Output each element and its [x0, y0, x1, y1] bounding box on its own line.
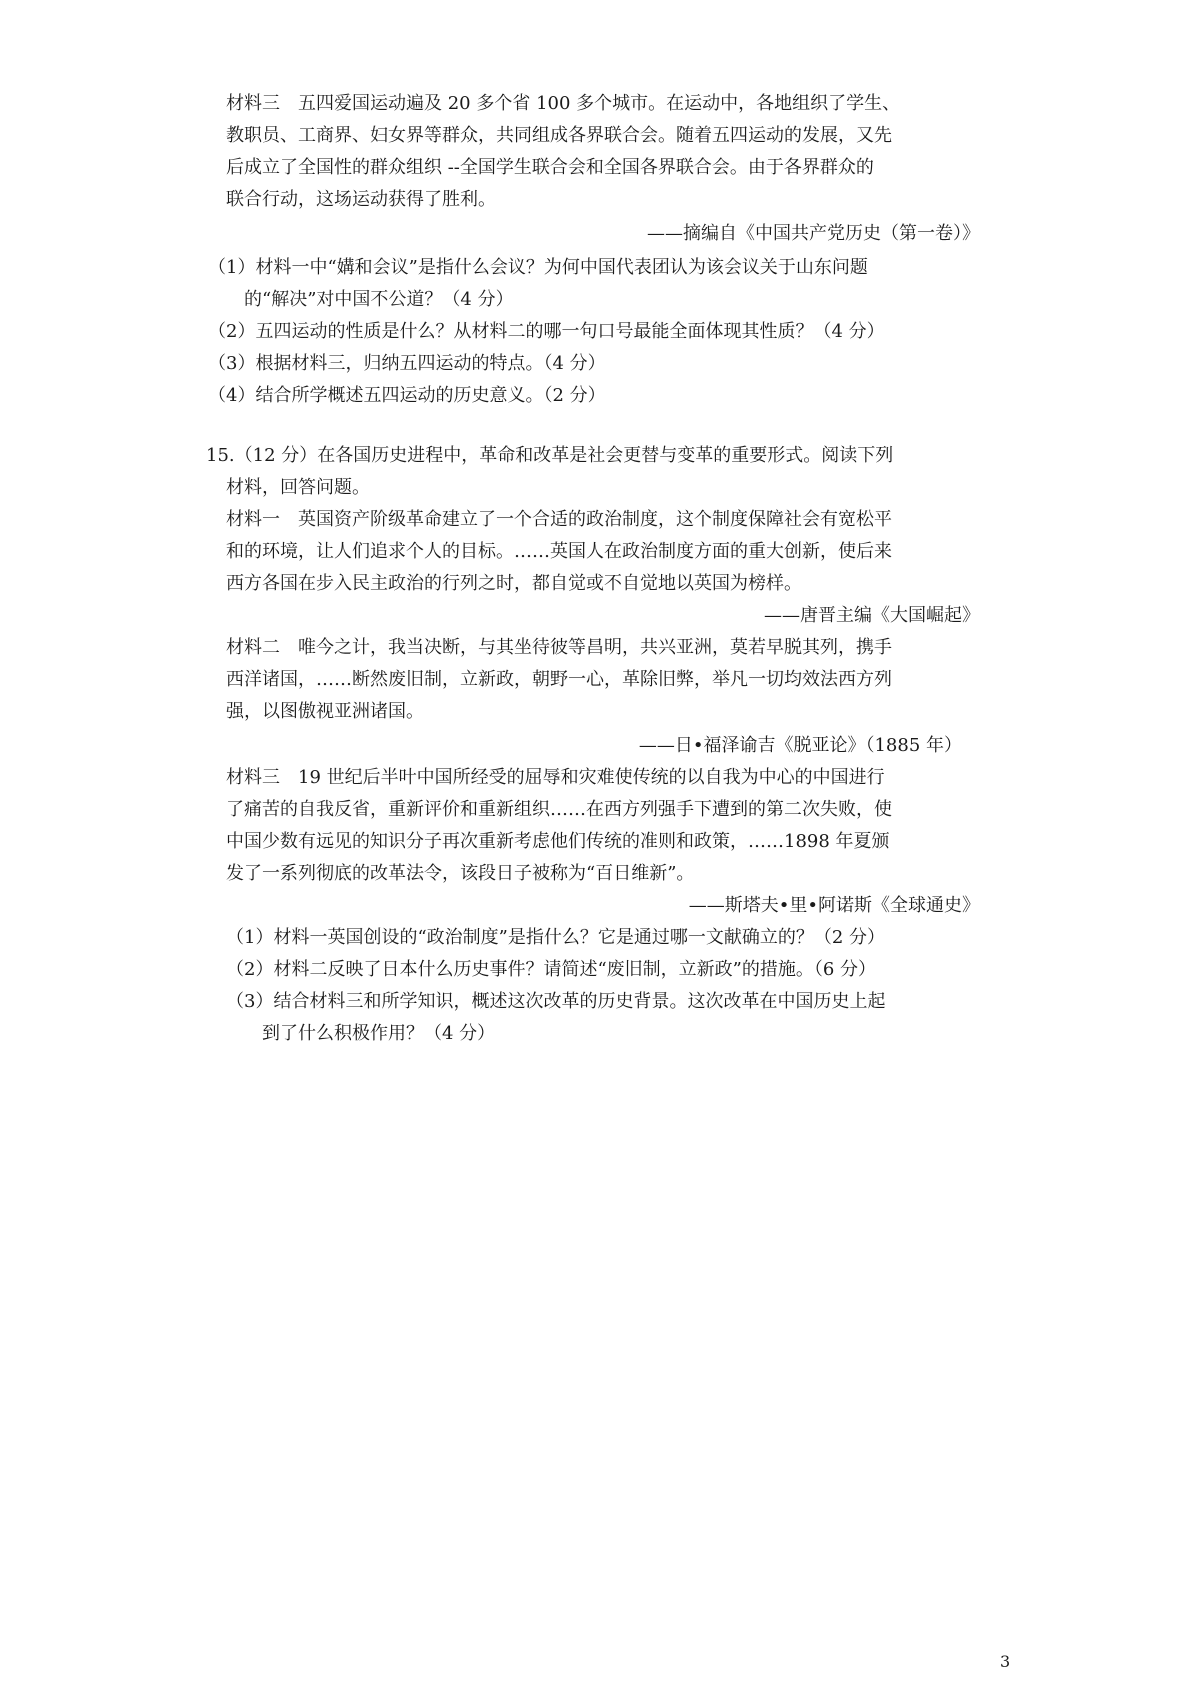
question-1: （1）材料一中“媾和会议”是指什么会议？为何中国代表团认为该会议关于山东问题 — [208, 257, 868, 278]
q15-material2-line: 材料二 唯今之计，我当决断，与其坐待彼等昌明，共兴亚洲，莫若早脱其列，携手 — [226, 637, 892, 658]
question-3: （3）根据材料三，归纳五四运动的特点。（4 分） — [208, 353, 606, 374]
q15-material3-line: 了痛苦的自我反省，重新评价和重新组织……在西方列强手下遭到的第二次失败，使 — [226, 799, 892, 820]
q15-material3-line: 材料三 19 世纪后半叶中国所经受的屈辱和灾难使传统的以自我为中心的中国进行 — [226, 767, 885, 788]
q15-material2-line: 强，以图傲视亚洲诸国。 — [226, 701, 424, 722]
q15-material1-line: 西方各国在步入民主政治的行列之时，都自觉或不自觉地以英国为榜样。 — [226, 573, 802, 594]
q15-material1-line: 和的环境，让人们追求个人的目标。……英国人在政治制度方面的重大创新，使后来 — [226, 541, 892, 562]
q15-material3-line: 发了一系列彻底的改革法令，该段日子被称为“百日维新”。 — [226, 863, 695, 884]
question-1-cont: 的“解决”对中国不公道？（4 分） — [244, 289, 514, 310]
page-number: 3 — [1000, 1652, 1011, 1671]
material3-line: 材料三 五四爱国运动遍及 20 多个省 100 多个城市。在运动中，各地组织了学生、 — [226, 93, 901, 114]
material3-line: 后成立了全国性的群众组织 --全国学生联合会和全国各界联合会。由于各界群众的 — [226, 157, 874, 178]
q15-question-3-cont: 到了什么积极作用？（4 分） — [262, 1023, 496, 1044]
material3-line: 联合行动，这场运动获得了胜利。 — [226, 189, 496, 210]
q15-intro: 15.（12 分）在各国历史进程中，革命和改革是社会更替与变革的重要形式。阅读下列 — [206, 445, 894, 466]
q15-question-2: （2）材料二反映了日本什么历史事件？请简述“废旧制，立新政”的措施。（6 分） — [226, 959, 877, 980]
q15-material2-line: 西洋诸国，……断然废旧制，立新政，朝野一心，革除旧弊，举凡一切均效法西方列 — [226, 669, 892, 690]
q15-intro-cont: 材料，回答问题。 — [226, 477, 370, 498]
q15-material3-source: ——斯塔夫•里•阿诺斯《全球通史》 — [688, 895, 980, 916]
question-2: （2）五四运动的性质是什么？从材料二的哪一句口号最能全面体现其性质？（4 分） — [208, 321, 885, 342]
q15-question-1: （1）材料一英国创设的“政治制度”是指什么？它是通过哪一文献确立的？（2 分） — [226, 927, 886, 948]
q15-question-3: （3）结合材料三和所学知识，概述这次改革的历史背景。这次改革在中国历史上起 — [226, 991, 886, 1012]
material3-source: ——摘编自《中国共产党历史（第一卷）》 — [647, 223, 980, 244]
q15-material1-source: ——唐晋主编《大国崛起》 — [764, 605, 980, 626]
q15-material1-line: 材料一 英国资产阶级革命建立了一个合适的政治制度，这个制度保障社会有宽松平 — [226, 509, 892, 530]
question-4: （4）结合所学概述五四运动的历史意义。（2 分） — [208, 385, 606, 406]
q15-material3-line: 中国少数有远见的知识分子再次重新考虑他们传统的准则和政策，……1898 年夏颁 — [226, 831, 890, 852]
material3-line: 教职员、工商界、妇女界等群众，共同组成各界联合会。随着五四运动的发展，又先 — [226, 125, 892, 146]
q15-material2-source: ——日•福泽谕吉《脱亚论》（1885 年） — [638, 735, 962, 756]
